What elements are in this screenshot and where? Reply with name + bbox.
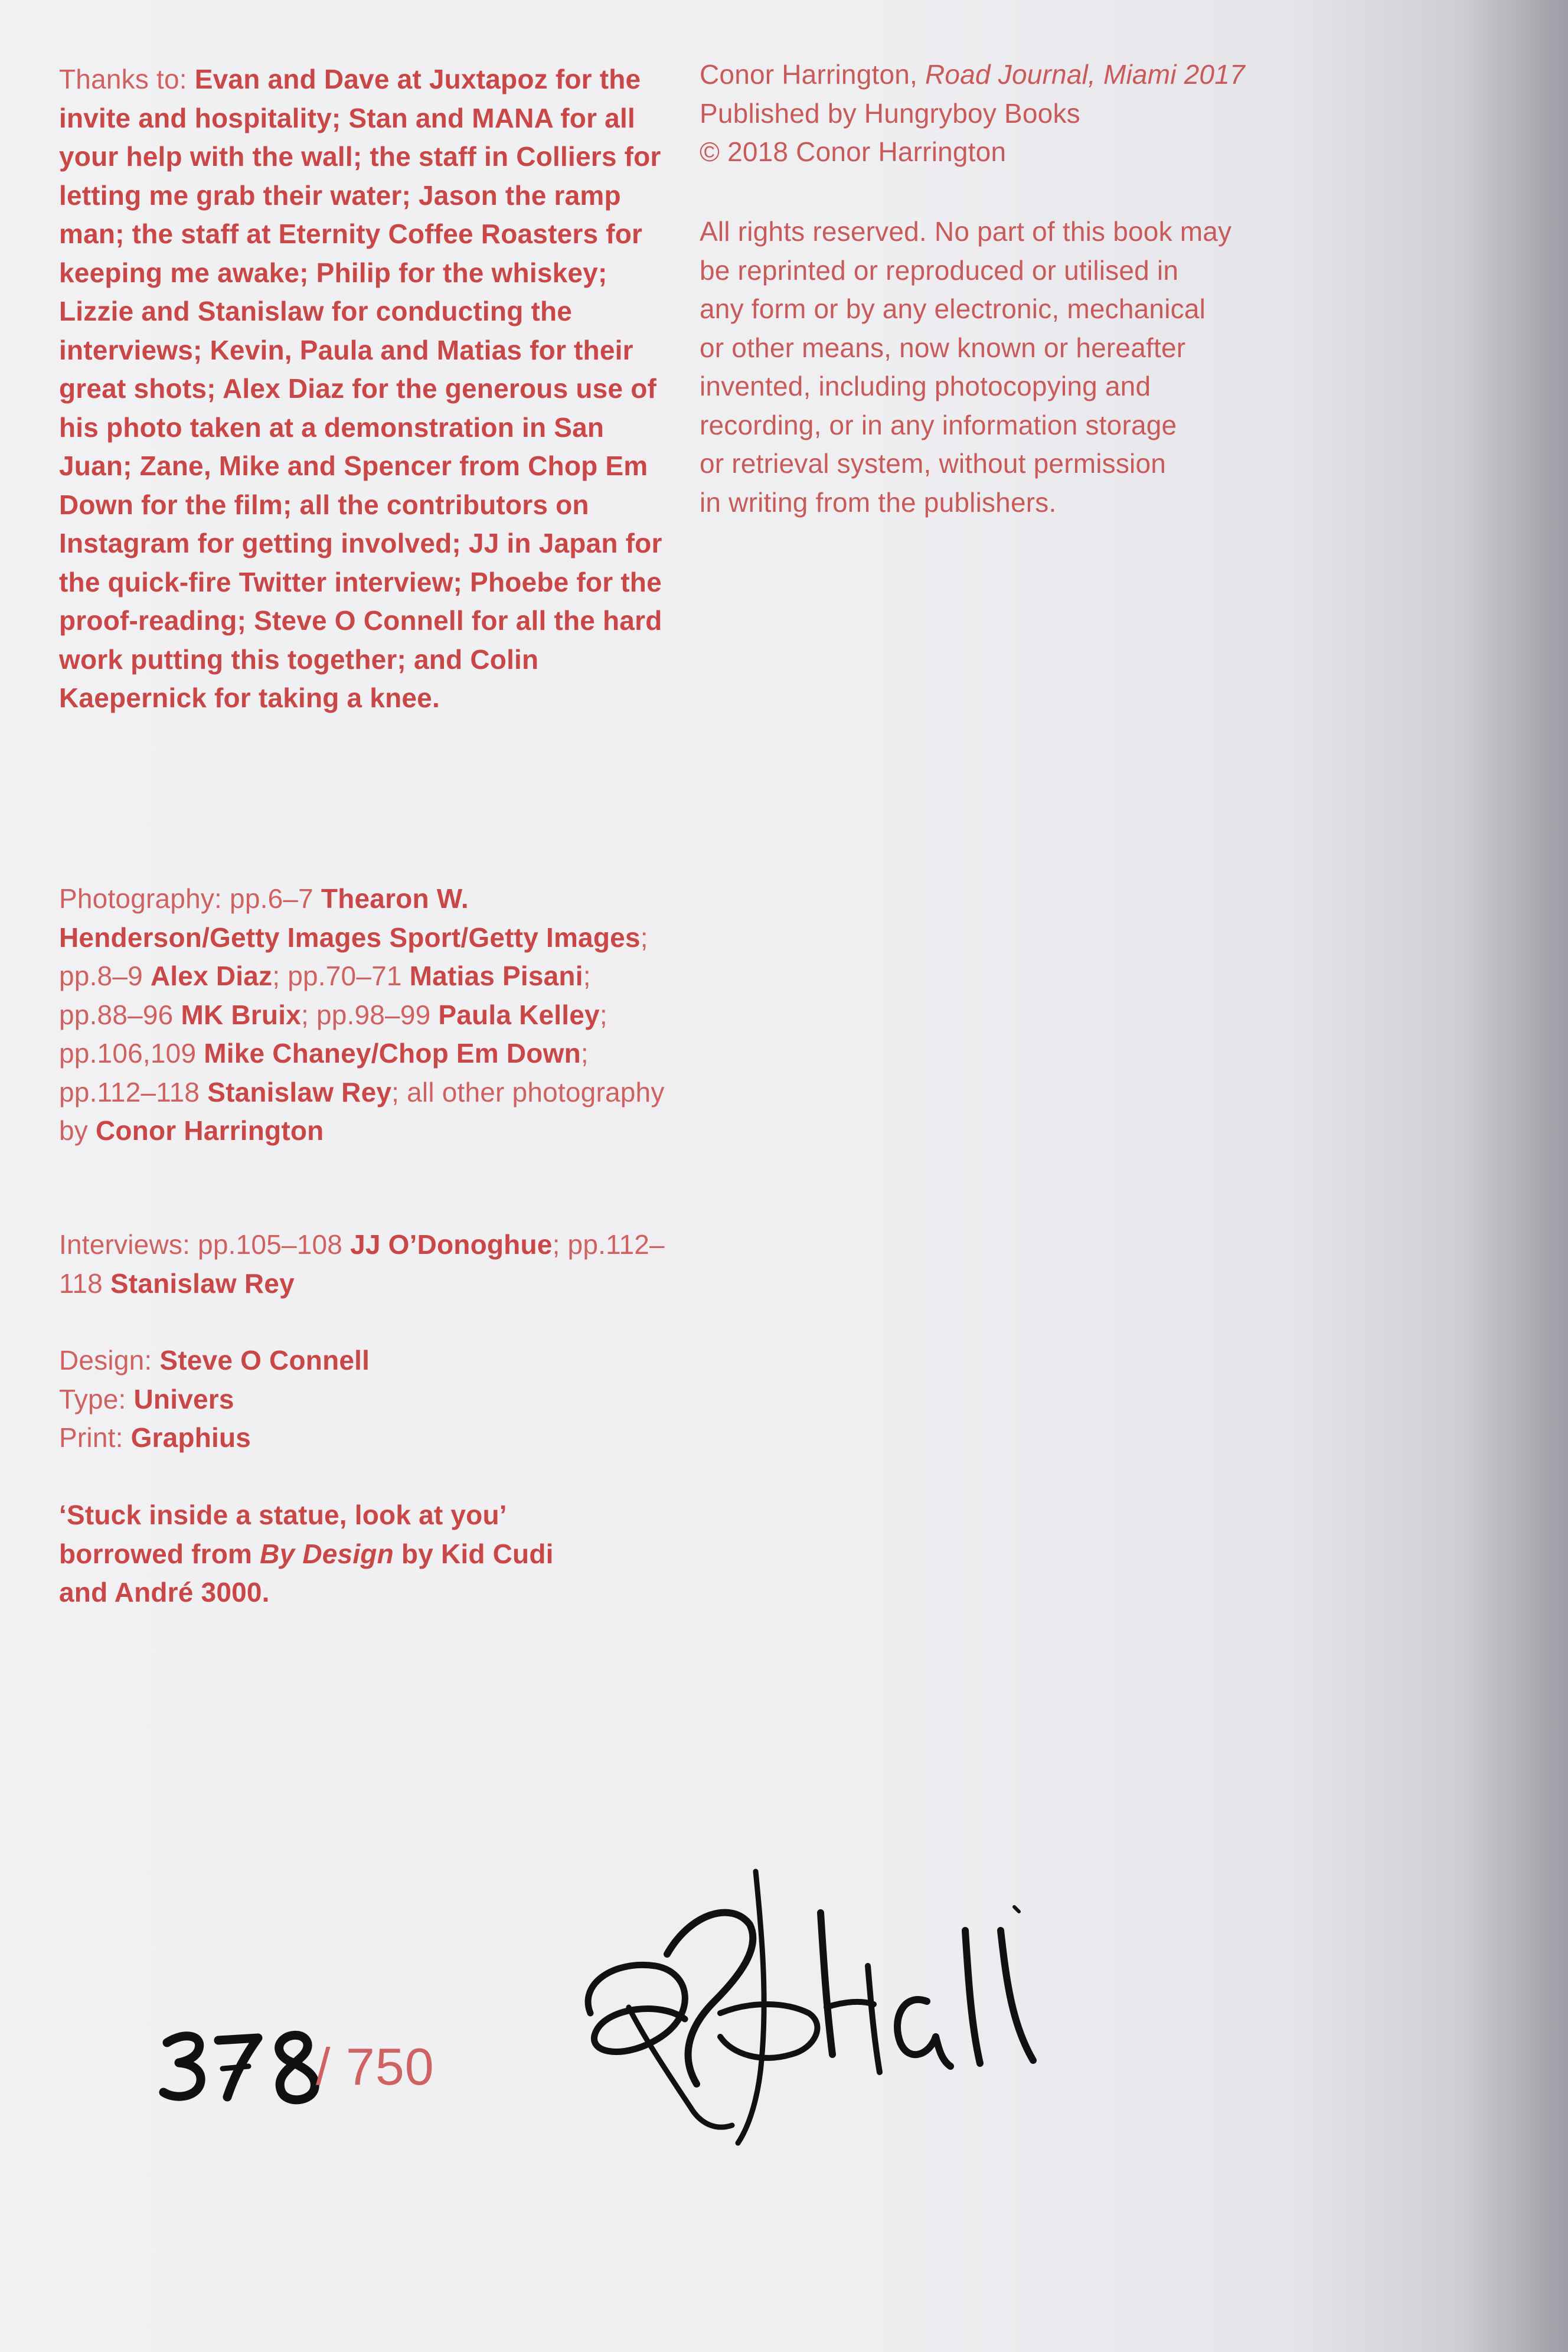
rights-line: or retrieval system, without permission [700, 448, 1167, 479]
interviews-label: Interviews: [59, 1229, 191, 1260]
print-credit: Print: Graphius [59, 1422, 251, 1453]
quote-credit [59, 1496, 667, 1612]
photo-credit: pp.8–9 Alex Diaz; [59, 961, 280, 991]
photo-other-name: Conor Harrington [95, 1115, 324, 1146]
copyright-line: © 2018 Conor Harrington [700, 136, 1007, 167]
rights-line: All rights reserved. No part of this book may [700, 216, 1232, 247]
thanks-text: Evan and Dave at Juxtapoz for the invite and hospitality; Stan and MANA for all your help with the wall; the staff in Colliers for letting me grab their water; Jason the ramp man; the staff at Eternity Coffee Roasters for keeping me awake; Philip for the whiskey; Lizzie and Stanislaw for conducting the interviews; Kevin, Paula and Matias for their great shots; Alex Diaz for the generous use of his photo taken at a demonstration in San Juan; Zane, Mike and Spencer from Chop Em Down for the film; all the contributors on Instagram for getting involved; JJ in Japan for the quick-fire Twitter interview; Phoebe for the proof-reading; Steve O Connell for all the hard work putting this together; and Colin Kaepernick for taking a knee. [59, 64, 662, 713]
photo-credit: pp.106,109 Mike Chaney/Chop Em Down; [59, 1038, 589, 1069]
photo-credit: pp.70–71 Matias Pisani; [288, 961, 591, 991]
author-name: Conor Harrington, [700, 59, 918, 90]
photography-credits [59, 880, 667, 1151]
artist-signature [573, 1860, 1104, 2173]
type-credit: Type: Univers [59, 1383, 234, 1415]
quote-text: ‘Stuck inside a statue, look at you’ [59, 1500, 507, 1530]
rights-line: be reprinted or reproduced or utilised in [700, 254, 1179, 286]
photo-credit: pp.98–99 Paula Kelley; [316, 999, 607, 1030]
photography-label: Photography: [59, 883, 223, 914]
publication-info [700, 55, 1361, 172]
interview-credits [59, 1226, 667, 1303]
author-title-line [700, 55, 1361, 94]
quote-borrowed: borrowed from [59, 1538, 253, 1569]
rights-line: or other means, now known or hereafter [700, 332, 1186, 363]
rights-line: recording, or in any information storage [700, 409, 1177, 440]
song-title: By Design [260, 1538, 394, 1569]
photo-credit: pp.6–7 Thearon W. Henderson/Getty Images Sport/Getty Images; [59, 883, 648, 953]
book-title: Road Journal, Miami 2017 [925, 59, 1245, 90]
design-credit: Design: Steve O Connell [59, 1345, 370, 1376]
photo-credit: pp.88–96 MK Bruix; [59, 999, 309, 1030]
interview-credit: pp.105–108 JJ O’Donoghue; [198, 1229, 560, 1260]
quote-end: and André 3000. [59, 1577, 270, 1608]
quote-by: by Kid Cudi [401, 1538, 554, 1569]
thanks-label: Thanks to: [59, 64, 187, 94]
rights-line: any form or by any electronic, mechanical [700, 293, 1206, 324]
photo-credit: pp.112–118 Stanislaw Rey; [59, 1076, 400, 1108]
handwritten-edition-number [156, 2019, 339, 2113]
edition-total: / 750 [316, 2037, 435, 2096]
photo-other-prefix: all other photography by [59, 1076, 665, 1146]
rights-notice [700, 213, 1361, 522]
rights-line: invented, including photocopying and [700, 371, 1151, 401]
production-credits [59, 1341, 667, 1458]
thanks-section [59, 60, 667, 718]
interview-credit: pp.112–118 Stanislaw Rey [59, 1229, 665, 1299]
publisher-line: Published by Hungryboy Books [700, 97, 1080, 129]
rights-line: in writing from the publishers. [700, 486, 1057, 518]
